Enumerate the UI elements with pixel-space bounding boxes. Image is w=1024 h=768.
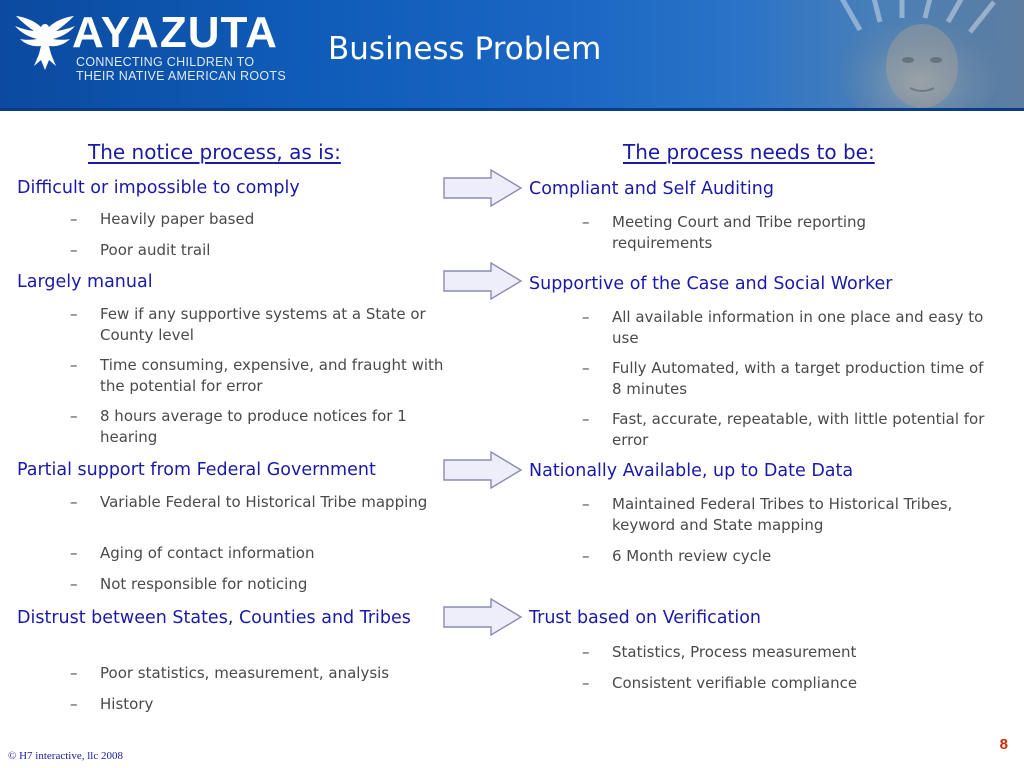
right-topic: Trust based on Verification xyxy=(529,608,762,628)
header-banner xyxy=(0,0,1024,111)
logo-tagline-line2: THEIR NATIVE AMERICAN ROOTS xyxy=(76,69,286,83)
right-arrow-icon xyxy=(443,598,523,636)
left-subitem: Poor statistics, measurement, analysis xyxy=(100,664,390,682)
left-subitem: Time consuming, expensive, and fraught with the potential for error xyxy=(100,356,444,395)
right-subitem: 6 Month review cycle xyxy=(612,547,772,565)
left-topic: Largely manual xyxy=(17,272,153,292)
bullet-dash: – xyxy=(70,241,78,259)
right-topic: Nationally Available, up to Date Data xyxy=(529,461,854,481)
copyright-footer: © H7 interactive, llc 2008 xyxy=(8,750,123,762)
bullet-dash: – xyxy=(582,547,590,565)
logo-tagline-line1: CONNECTING CHILDREN TO xyxy=(76,55,255,69)
left-topic xyxy=(17,606,417,630)
bullet-dash: – xyxy=(582,674,590,692)
right-subitem: Maintained Federal Tribes to Historical Tribes, keyword and State mapping xyxy=(612,495,953,534)
bullet-dash: – xyxy=(582,213,590,231)
eagle-logo-icon xyxy=(14,14,76,72)
bullet-dash: – xyxy=(70,664,78,682)
right-arrow-icon xyxy=(443,262,523,300)
bullet-dash: – xyxy=(582,643,590,661)
left-column-heading: The notice process, as is: xyxy=(88,140,341,164)
left-subitem: Few if any supportive systems at a State or County level xyxy=(100,305,426,344)
left-subitem: Aging of contact information xyxy=(100,544,315,562)
bullet-dash: – xyxy=(70,305,78,323)
bullet-dash: – xyxy=(582,359,590,377)
left-topic-text: Distrust between States, Counties and Tribes xyxy=(17,608,411,628)
bullet-dash: – xyxy=(582,308,590,326)
left-topic: Difficult or impossible to comply xyxy=(17,178,300,198)
left-subitem: 8 hours average to produce notices for 1 hearing xyxy=(100,407,407,446)
right-subitem: Consistent verifiable compliance xyxy=(612,674,858,692)
logo-wordmark: AYAZUTA xyxy=(72,8,278,57)
chief-portrait-image xyxy=(780,0,1024,108)
right-arrow-icon xyxy=(443,169,523,207)
right-subitem: Fully Automated, with a target production time of 8 minutes xyxy=(612,359,984,398)
bullet-dash: – xyxy=(70,575,78,593)
right-subitem: Statistics, Process measurement xyxy=(612,643,857,661)
page-number: 8 xyxy=(999,736,1008,753)
bullet-dash: – xyxy=(70,695,78,713)
right-column-heading: The process needs to be: xyxy=(623,140,875,164)
left-subitem: Not responsible for noticing xyxy=(100,575,308,593)
right-topic: Supportive of the Case and Social Worker xyxy=(529,274,893,294)
bullet-dash: – xyxy=(70,210,78,228)
right-subitem: Fast, accurate, repeatable, with little potential for error xyxy=(612,410,985,449)
right-arrow-icon xyxy=(443,451,523,489)
header-divider xyxy=(0,108,1024,111)
right-subitem: All available information in one place and easy to use xyxy=(612,308,984,347)
bullet-dash: – xyxy=(70,544,78,562)
right-topic: Compliant and Self Auditing xyxy=(529,179,774,199)
left-topic: Partial support from Federal Government xyxy=(17,460,376,480)
left-subitem: Heavily paper based xyxy=(100,210,255,228)
left-subitem: Variable Federal to Historical Tribe mapping xyxy=(100,493,428,511)
slide-title: Business Problem xyxy=(328,31,602,67)
left-subitem: Poor audit trail xyxy=(100,241,211,259)
bullet-dash: – xyxy=(70,493,78,511)
left-subitem: History xyxy=(100,695,154,713)
right-subitem: Meeting Court and Tribe reporting requirements xyxy=(612,213,867,252)
bullet-dash: – xyxy=(582,495,590,513)
bullet-dash: – xyxy=(70,407,78,425)
bullet-dash: – xyxy=(582,410,590,428)
bullet-dash: – xyxy=(70,356,78,374)
